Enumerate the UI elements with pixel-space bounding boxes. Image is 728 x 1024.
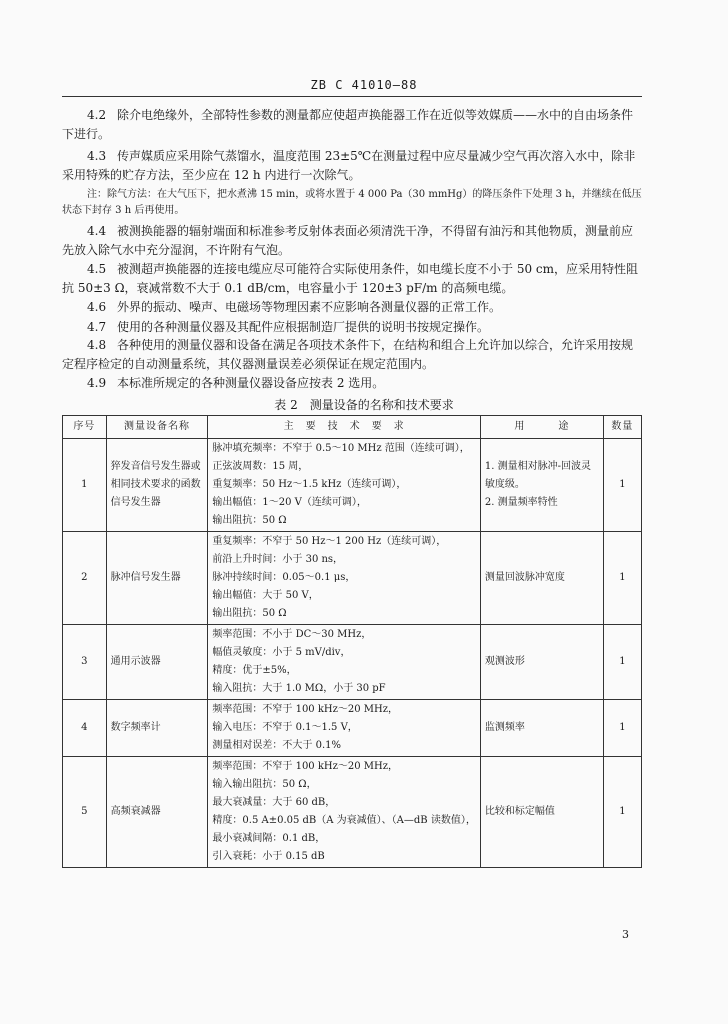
paragraph-text: 外界的振动、噪声、电磁场等物理因素不应影响各测量仪器的正常工作。 <box>117 300 502 314</box>
paragraph-number: 4.4 <box>87 224 107 238</box>
header-use: 用 途 <box>480 416 603 439</box>
paragraph-text: 被测超声换能器的连接电缆应尽可能符合实际使用条件，如电缆长度不小于 50 cm，应采用特性阻抗 50±3 Ω，衰减常数不大于 0.1 dB/cm，电容量小于 120±3 pF/m 的高频电缆。 <box>62 262 639 295</box>
spec-line: 最小衰减间隔：0.1 dB， <box>212 833 326 844</box>
paragraph-4-8 <box>62 336 642 374</box>
cell-name: 猝发音信号发生器或相同技术要求的函数信号发生器 <box>106 439 208 532</box>
paragraph-number: 4.6 <box>87 300 107 314</box>
cell-use <box>480 439 603 532</box>
paragraph-text: 除气方法：在大气压下，把水煮沸 15 min，或将水置于 4 000 Pa（30 mmHg）的降压条件下处理 3 h，并继续在低压状态下封存 3 h 后再使用。 <box>62 189 642 216</box>
paragraph-number: 4.9 <box>87 376 107 390</box>
spec-line: 重复频率：50 Hz～1.5 kHz（连续可调）， <box>212 479 407 490</box>
paragraph-text: 除介电绝缘外，全部特性参数的测量都应使超声换能器工作在近似等效媒质——水中的自由场条件下进行。 <box>62 108 634 141</box>
spec-line: 输出阻抗：50 Ω <box>212 608 287 619</box>
use-line: 测量回波脉冲宽度 <box>484 572 565 583</box>
cell-use <box>480 625 603 700</box>
paragraph-number: 4.5 <box>87 262 107 276</box>
cell-qty: 1 <box>603 700 641 757</box>
spec-line: 引入衰耗：小于 0.15 dB <box>212 851 325 862</box>
paragraph-4-9 <box>62 374 642 393</box>
cell-seq: 2 <box>63 532 107 625</box>
spec-line: 频率范围：不窄于 100 kHz～20 MHz， <box>212 761 399 772</box>
paragraph-text: 使用的各种测量仪器及其配件应根据制造厂提供的说明书按规定操作。 <box>117 320 490 334</box>
table-row <box>63 532 642 625</box>
paragraph-4-3 <box>62 147 642 185</box>
header-qty: 数量 <box>603 416 641 439</box>
cell-specs <box>208 757 480 868</box>
cell-seq: 1 <box>63 439 107 532</box>
header-rule <box>62 96 642 97</box>
spec-line: 输入电压：不窄于 0.1～1.5 V， <box>212 722 358 733</box>
cell-qty: 1 <box>603 439 641 532</box>
use-line: 监测频率 <box>484 722 525 733</box>
paragraph-text: 被测换能器的辐射端面和标准参考反射体表面必须清洗干净，不得留有油污和其他物质，测量前应先放入除气水中充分湿润，不许附有气泡。 <box>62 224 634 257</box>
paragraph-4-2 <box>62 106 642 144</box>
table-caption: 表 2 测量设备的名称和技术要求 <box>274 398 454 412</box>
cell-qty: 1 <box>603 757 641 868</box>
spec-line: 重复频率：不窄于 50 Hz～1 200 Hz（连续可调）， <box>212 536 447 547</box>
paragraph-number: 4.7 <box>87 320 107 334</box>
paragraph-number: 注： <box>87 189 107 200</box>
spec-line: 输入阻抗：大于 1.0 MΩ，小于 30 pF <box>212 683 386 694</box>
use-line: 比较和标定幅值 <box>484 806 555 817</box>
cell-use <box>480 757 603 868</box>
paragraph-4-4 <box>62 222 642 260</box>
header-specs: 主 要 技 术 要 求 <box>208 416 480 439</box>
spec-line: 频率范围：不窄于 100 kHz～20 MHz， <box>212 704 399 715</box>
cell-specs <box>208 625 480 700</box>
spec-line: 频率范围：不小于 DC～30 MHz， <box>212 629 372 640</box>
table-row <box>63 700 642 757</box>
cell-name: 脉冲信号发生器 <box>106 532 208 625</box>
spec-line: 测量相对误差：不大于 0.1% <box>212 740 341 751</box>
header-seq: 序号 <box>63 416 107 439</box>
cell-seq: 4 <box>63 700 107 757</box>
cell-specs <box>208 700 480 757</box>
paragraph-number: 4.2 <box>87 108 107 122</box>
spec-line: 脉冲持续时间：0.05～0.1 μs， <box>212 572 356 583</box>
cell-name: 通用示波器 <box>106 625 208 700</box>
use-line: 1. 测量相对脉冲-回波灵敏度级。 <box>484 461 591 490</box>
paragraph-4-7 <box>62 318 642 337</box>
table-row <box>63 757 642 868</box>
spec-line: 前沿上升时间：小于 30 ns， <box>212 554 344 565</box>
spec-line: 最大衰减量：大于 60 dB， <box>212 797 336 808</box>
table-row <box>63 625 642 700</box>
paragraph-text: 本标准所规定的各种测量仪器设备应按表 2 选用。 <box>117 376 385 390</box>
spec-line: 输出幅值：1～20 V（连续可调）， <box>212 497 367 508</box>
spec-line: 幅值灵敏度：小于 5 mV/div， <box>212 647 351 658</box>
paragraph-note <box>62 187 642 219</box>
cell-specs <box>208 532 480 625</box>
paragraph-number: 4.8 <box>87 338 107 352</box>
cell-qty: 1 <box>603 625 641 700</box>
spec-line: 精度：优于±5%， <box>212 665 297 676</box>
paragraph-text: 传声媒质应采用除气蒸馏水，温度范围 23±5℃在测量过程中应尽量减少空气再次溶入水中，除非采用特殊的贮存方法，至少应在 12 h 内进行一次除气。 <box>62 149 636 182</box>
cell-specs <box>208 439 480 532</box>
equipment-table <box>62 415 642 868</box>
cell-seq: 3 <box>63 625 107 700</box>
spec-line: 脉冲填充频率：不窄于 0.5～10 MHz 范围（连续可调）， <box>212 443 470 454</box>
cell-use <box>480 700 603 757</box>
table-row <box>63 439 642 532</box>
header-name: 测量设备名称 <box>106 416 208 439</box>
spec-line: 正弦波周数：15 周， <box>212 461 309 472</box>
paragraph-number: 4.3 <box>87 149 107 163</box>
spec-line: 精度：0.5 A±0.05 dB（A 为衰减值）、（A—dB 读数值）， <box>212 815 476 826</box>
page-number: 3 <box>622 928 629 941</box>
cell-name: 高频衰减器 <box>106 757 208 868</box>
paragraph-text: 各种使用的测量仪器和设备在满足各项技术条件下，在结构和组合上允许加以综合，允许采用按规定程序检定的自动测量系统，其仪器测量误差必须保证在规定范围内。 <box>62 338 634 371</box>
document-header: ZB C 41010—88 <box>310 78 418 92</box>
cell-qty: 1 <box>603 532 641 625</box>
use-line: 观测波形 <box>484 656 525 667</box>
cell-name: 数字频率计 <box>106 700 208 757</box>
spec-line: 输入输出阻抗：50 Ω， <box>212 779 317 790</box>
spec-line: 输出阻抗：50 Ω <box>212 515 287 526</box>
cell-use <box>480 532 603 625</box>
spec-line: 输出幅值：大于 50 V， <box>212 590 319 601</box>
use-line: 2. 测量频率特性 <box>484 497 558 508</box>
paragraph-4-5 <box>62 260 642 298</box>
table-header-row <box>63 416 642 439</box>
paragraph-4-6 <box>62 298 642 317</box>
cell-seq: 5 <box>63 757 107 868</box>
